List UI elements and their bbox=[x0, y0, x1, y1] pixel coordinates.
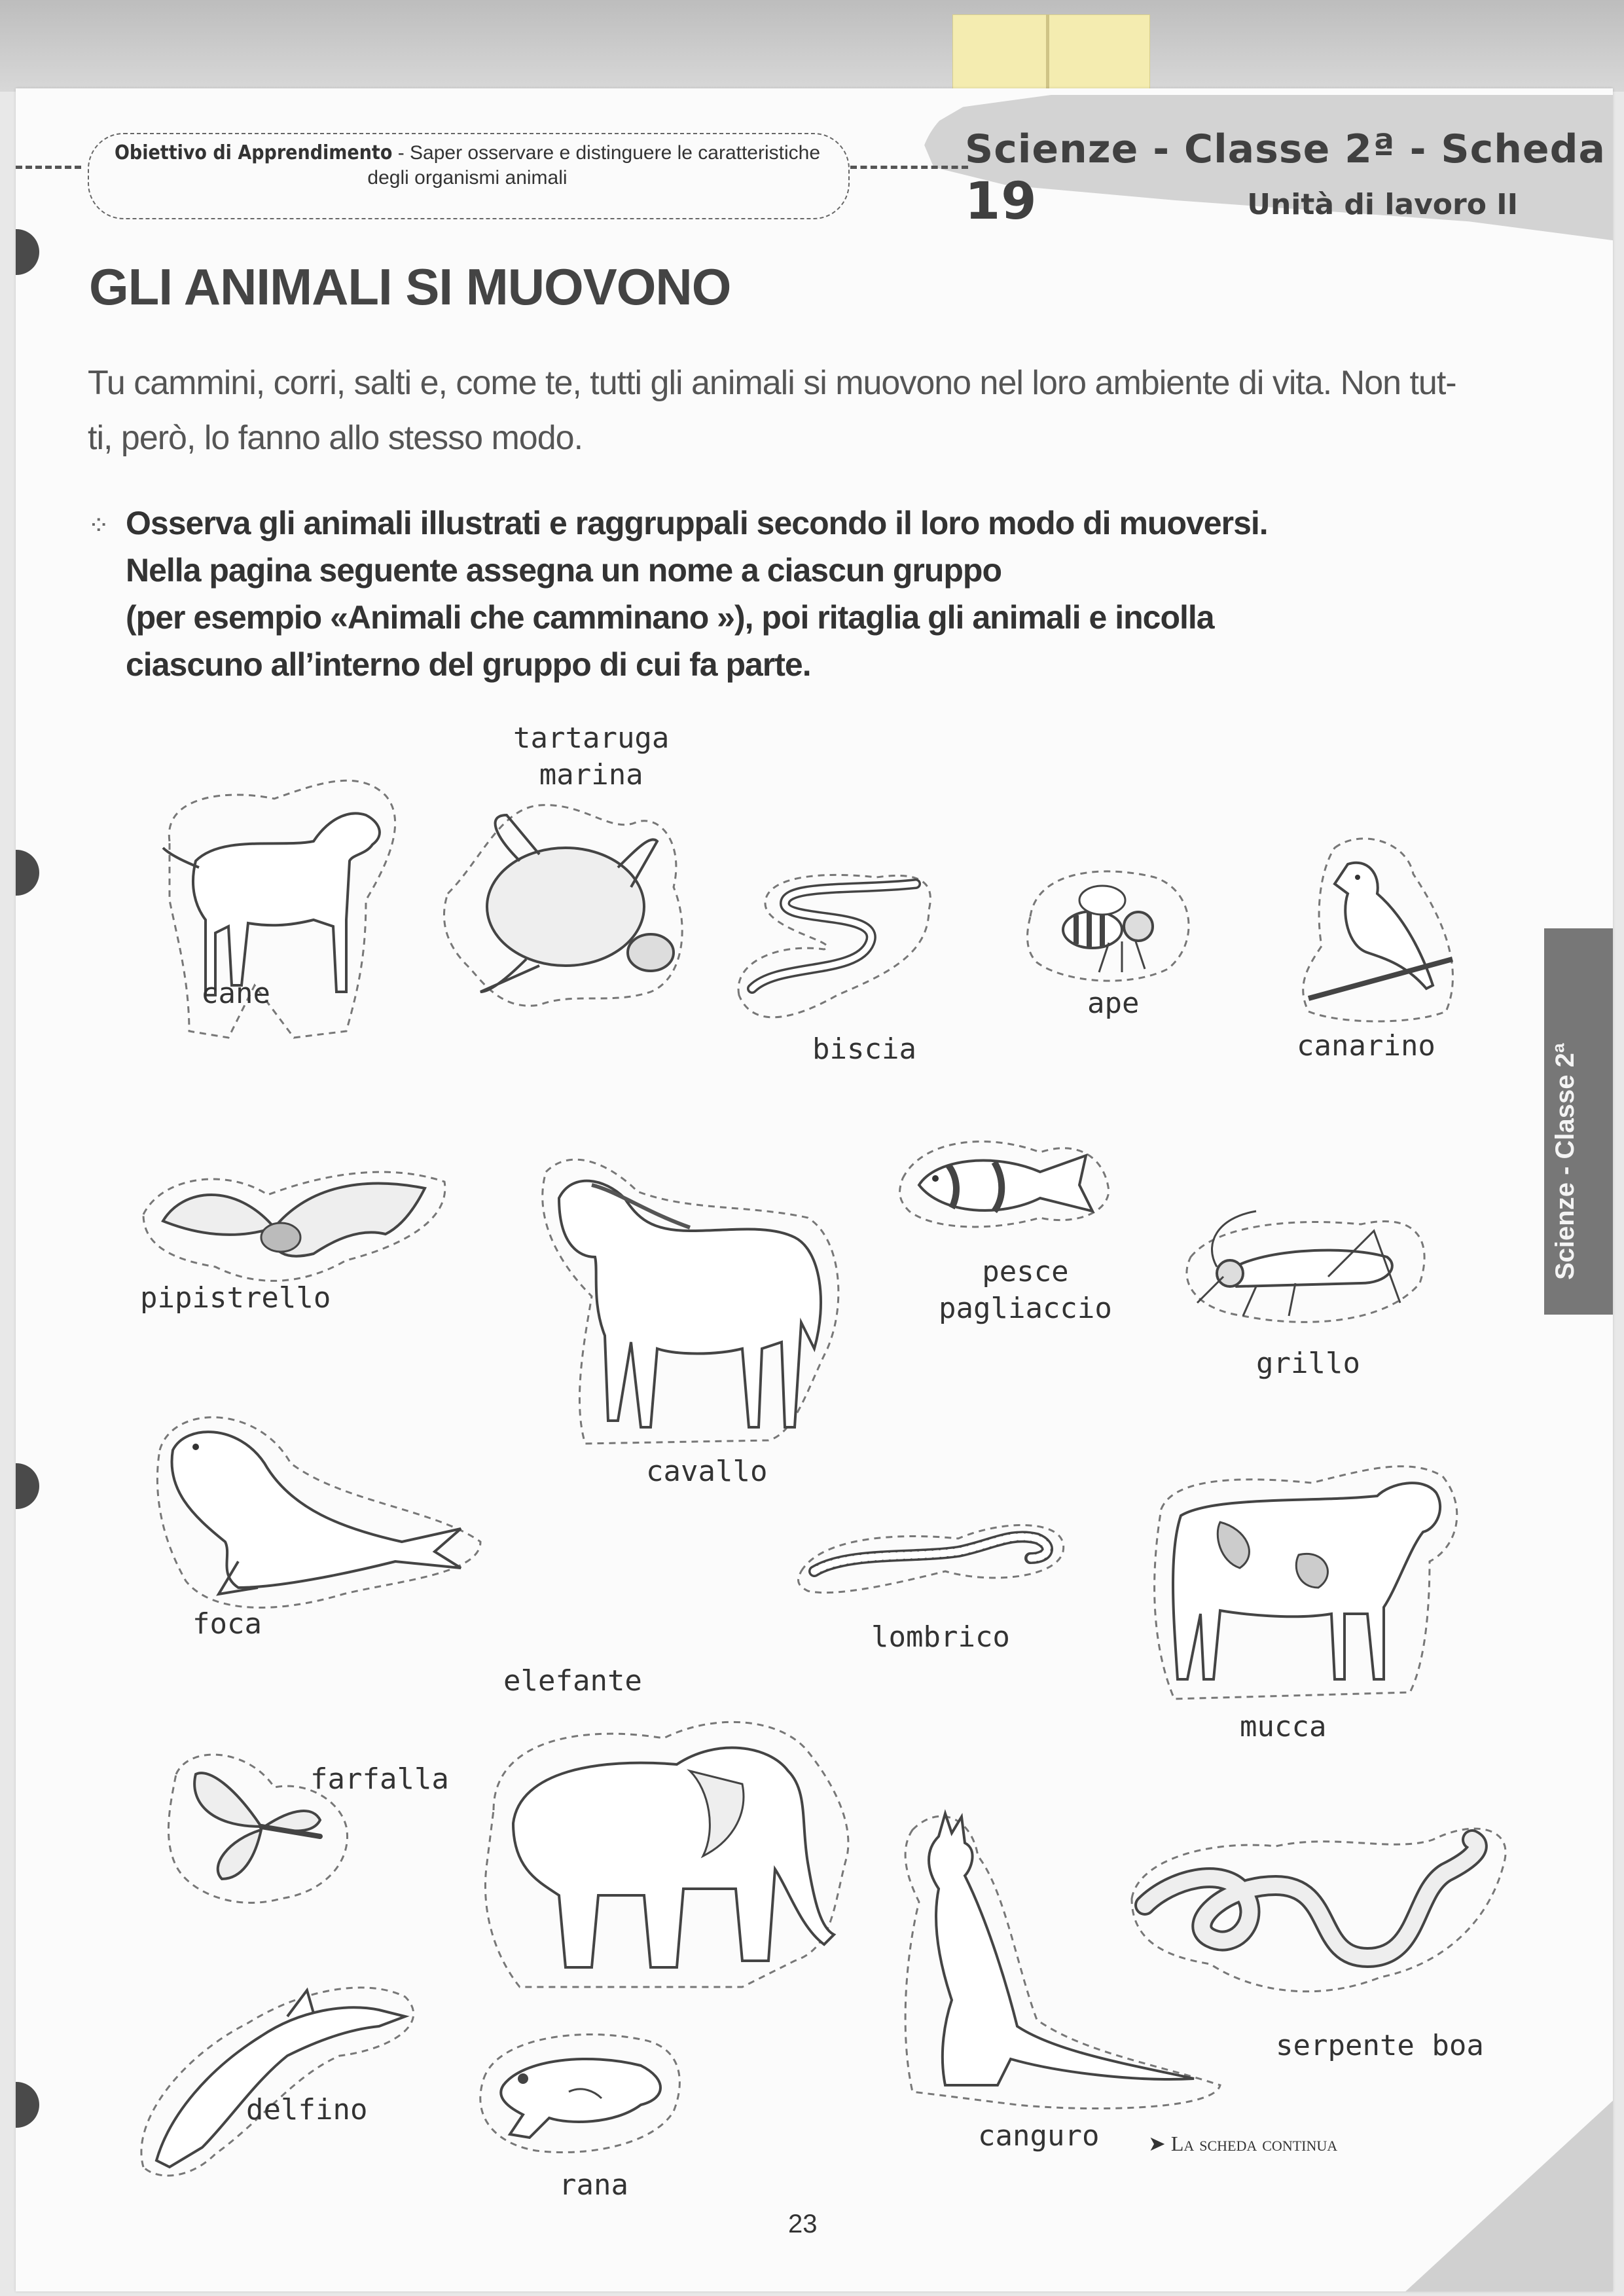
intro-line-2: ti, però, lo fanno allo stesso modo. bbox=[88, 419, 583, 457]
horse-illustration[interactable] bbox=[533, 1152, 847, 1450]
continue-label: La scheda continua bbox=[1170, 2132, 1338, 2155]
bat-illustration[interactable] bbox=[137, 1162, 451, 1293]
sea-turtle-illustration[interactable] bbox=[441, 795, 690, 1011]
earthworm-illustration[interactable] bbox=[795, 1512, 1070, 1597]
instruction-text bbox=[126, 500, 1409, 688]
sparkle-bullet-icon: ⁘ bbox=[88, 511, 110, 541]
boa-snake-illustration[interactable] bbox=[1119, 1813, 1511, 2003]
frog-illustration[interactable] bbox=[471, 2026, 687, 2157]
header-dash-right bbox=[850, 166, 968, 169]
grass-snake-illustration[interactable] bbox=[726, 864, 935, 1034]
elephant-illustration[interactable] bbox=[467, 1712, 860, 2000]
label-farfalla: farfalla bbox=[310, 1762, 449, 1796]
objective-line-1: - Saper osservare e distinguere le caratteristiche bbox=[392, 142, 821, 164]
label-mucca: mucca bbox=[1240, 1710, 1327, 1743]
subject-line: Scienze - Classe 2ª - Scheda bbox=[965, 126, 1606, 172]
instruction-line-3: (per esempio «Animali che camminano »), poi ritaglia gli animali e incolla bbox=[126, 599, 1214, 636]
binder-hole bbox=[16, 229, 39, 275]
label-cane: cane bbox=[201, 977, 270, 1010]
instruction-line-1: Osserva gli animali illustrati e raggruppali secondo il loro modo di muoversi. bbox=[126, 505, 1268, 541]
label-pesce-pagliaccio: pesce pagliaccio bbox=[939, 1255, 1112, 1325]
label-pipistrello: pipistrello bbox=[140, 1281, 331, 1315]
page-title: GLI ANIMALI SI MUOVONO bbox=[89, 258, 731, 316]
label-serpente-boa: serpente boa bbox=[1276, 2029, 1484, 2062]
instruction-line-4: ciascuno all’interno del gruppo di cui fa parte. bbox=[126, 646, 811, 683]
cricket-illustration[interactable] bbox=[1178, 1205, 1433, 1336]
canary-illustration[interactable] bbox=[1295, 835, 1459, 1025]
bee-illustration[interactable] bbox=[1024, 864, 1194, 982]
intro-line-1: Tu cammini, corri, salti e, come te, tutti gli animali si muovono nel loro ambiente di vita. Non tut- bbox=[88, 364, 1456, 402]
binder-hole bbox=[16, 850, 39, 896]
sticky-note bbox=[952, 14, 1150, 92]
label-rana: rana bbox=[559, 2168, 628, 2202]
page-corner-decoration bbox=[1338, 2052, 1613, 2291]
worksheet-page bbox=[16, 88, 1613, 2291]
dolphin-illustration[interactable] bbox=[130, 1971, 425, 2183]
clownfish-illustration[interactable] bbox=[896, 1133, 1112, 1231]
arrow-right-icon: ➤ bbox=[1148, 2132, 1171, 2155]
label-delfino: delfino bbox=[246, 2093, 368, 2126]
label-elefante: elefante bbox=[503, 1664, 642, 1698]
instruction-line-2: Nella pagina seguente assegna un nome a ciascun gruppo bbox=[126, 552, 1002, 589]
continue-link[interactable] bbox=[1148, 2131, 1337, 2156]
scan-background bbox=[0, 0, 1624, 92]
side-tab-label: Scienze - Classe 2ª bbox=[1551, 1043, 1579, 1280]
label-lombrico: lombrico bbox=[871, 1620, 1010, 1654]
intro-paragraph bbox=[88, 355, 1528, 465]
seal-illustration[interactable] bbox=[147, 1411, 487, 1620]
unit-label: Unità di lavoro II bbox=[1247, 188, 1518, 221]
label-foca: foca bbox=[192, 1607, 262, 1641]
objective-label: Obiettivo di Apprendimento bbox=[114, 141, 393, 164]
dog-illustration[interactable] bbox=[150, 769, 412, 1044]
cow-illustration[interactable] bbox=[1148, 1457, 1462, 1705]
label-tartaruga-marina: tartaruga marina bbox=[513, 721, 670, 792]
objective-text bbox=[101, 141, 834, 191]
label-cavallo: cavallo bbox=[646, 1455, 768, 1488]
label-biscia: biscia bbox=[812, 1032, 916, 1066]
header-dash-left bbox=[16, 166, 81, 169]
sheet-number: 19 bbox=[965, 172, 1038, 231]
label-canarino: canarino bbox=[1297, 1029, 1435, 1063]
label-canguro: canguro bbox=[978, 2119, 1100, 2153]
page-number: 23 bbox=[788, 2210, 818, 2238]
sticky-note-fold bbox=[1046, 14, 1049, 90]
binder-hole bbox=[16, 2082, 39, 2128]
label-grillo: grillo bbox=[1256, 1347, 1360, 1380]
objective-line-2: degli organismi animali bbox=[367, 167, 568, 189]
label-ape: ape bbox=[1087, 987, 1140, 1020]
binder-hole bbox=[16, 1463, 39, 1509]
